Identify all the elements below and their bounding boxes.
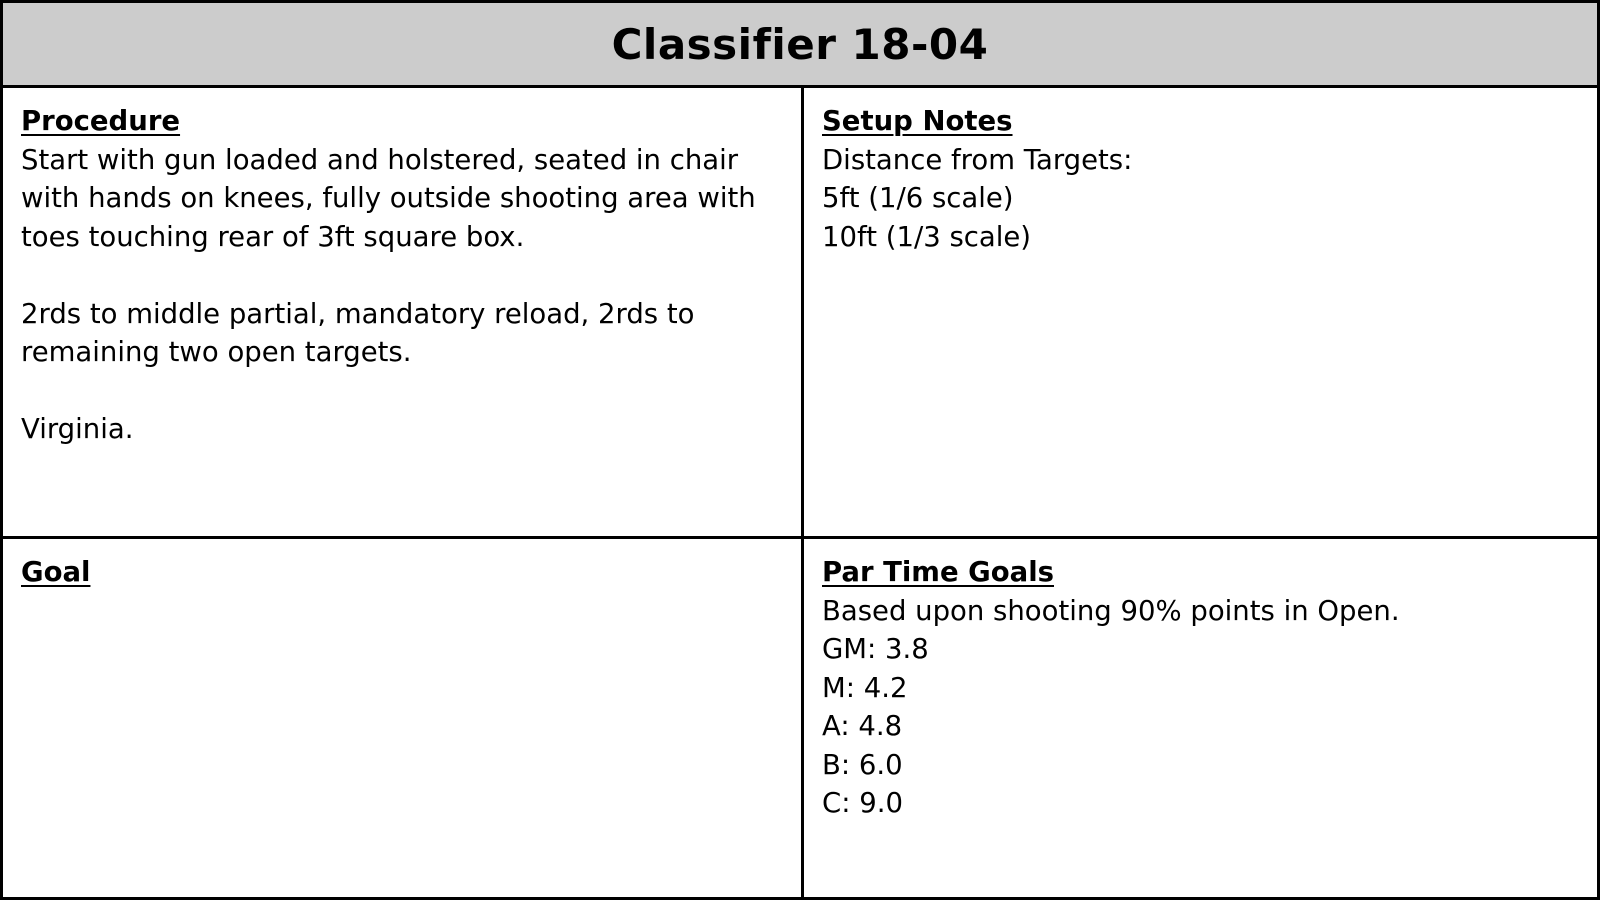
par-time-goals-section	[804, 539, 1597, 897]
setup-notes-line: 10ft (1/3 scale)	[822, 220, 1032, 253]
setup-notes-section	[804, 88, 1597, 536]
procedure-section	[3, 88, 801, 536]
par-time-line: M: 4.2	[822, 671, 908, 704]
par-time-line: A: 4.8	[822, 710, 903, 742]
goal-heading: Goal	[21, 556, 91, 588]
procedure-line: Virginia.	[21, 413, 134, 445]
procedure-line: remaining two open targets.	[21, 336, 412, 368]
paragraph-spacer	[21, 256, 783, 295]
setup-notes-line: Distance from Targets:	[822, 143, 1133, 176]
par-time-line: GM: 3.8	[822, 633, 929, 665]
par-time-line: B: 6.0	[822, 748, 903, 781]
procedure-line: Start with gun loaded and holstered, seated in chair	[21, 143, 739, 176]
par-time-goals-heading: Par Time Goals	[822, 556, 1054, 588]
page-title: Classifier 18-04	[611, 19, 989, 69]
paragraph-spacer	[21, 372, 783, 411]
setup-notes-line: 5ft (1/6 scale)	[822, 182, 1014, 214]
procedure-heading: Procedure	[21, 105, 181, 137]
procedure-line: with hands on knees, fully outside shooting area with	[21, 182, 756, 214]
par-time-line: C: 9.0	[822, 787, 903, 819]
par-time-line: Based upon shooting 90% points in Open.	[822, 594, 1400, 627]
procedure-line: toes touching rear of 3ft square box.	[21, 220, 525, 253]
procedure-line: 2rds to middle partial, mandatory reload, 2rds to	[21, 297, 695, 330]
goal-section	[3, 539, 801, 897]
setup-notes-heading: Setup Notes	[822, 105, 1013, 137]
title-bar	[3, 3, 1597, 88]
